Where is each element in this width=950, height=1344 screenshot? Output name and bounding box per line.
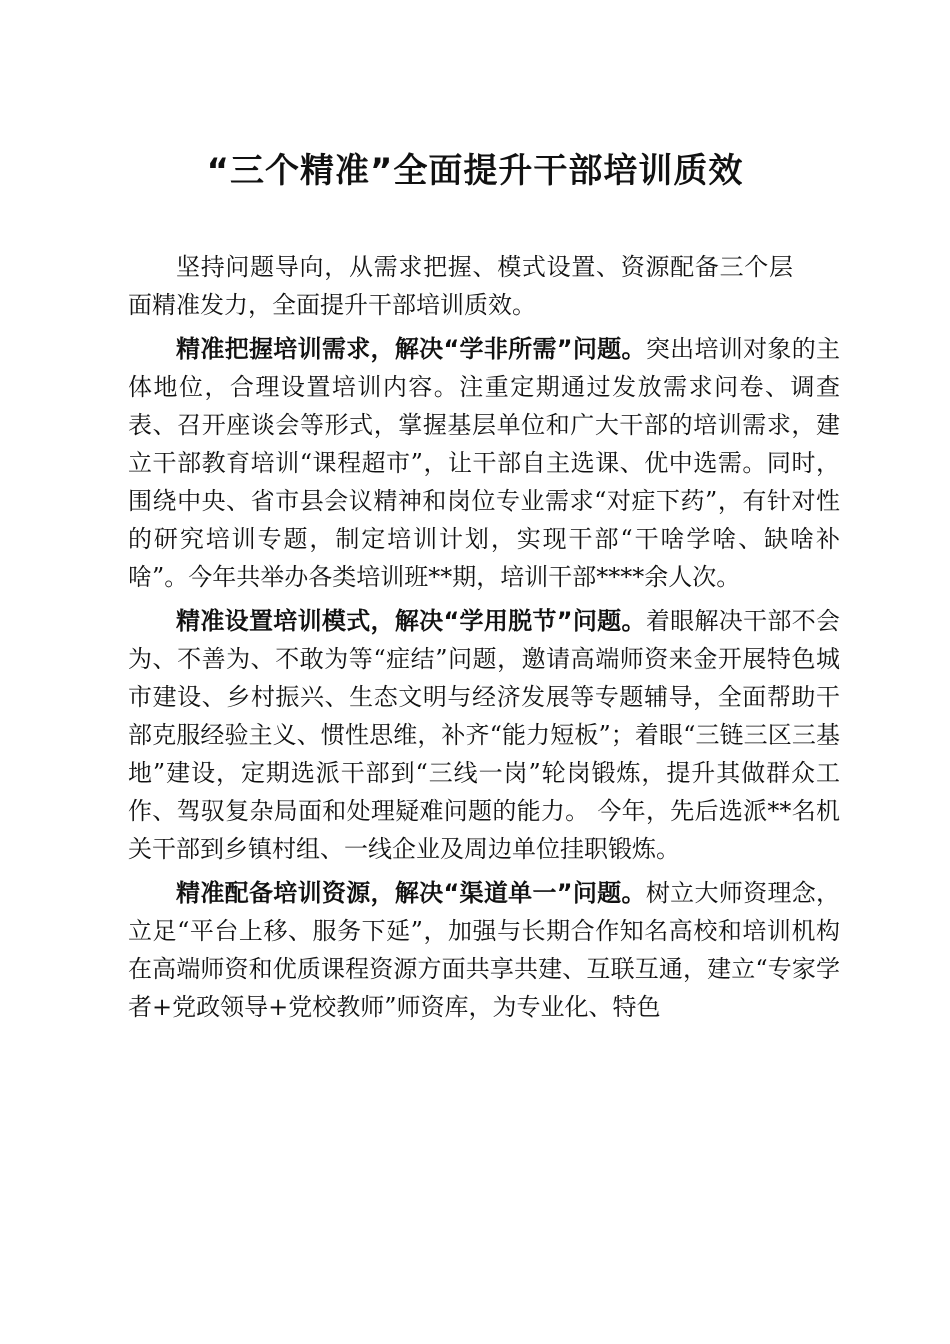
intro-paragraph: 坚持问题导向，从需求把握、模式设置、资源配备三个层面精准发力，全面提升干部培训质效。: [128, 253, 793, 319]
document-body: [128, 248, 840, 1032]
section-heading-demand: 精准把握培训需求，解决“学非所需”问题。: [176, 335, 646, 363]
section-text-demand: 突出培训对象的主体地位，合理设置培训内容。注重定期通过发放需求问卷、调查表、召开座谈会等形式，掌握基层单位和广大干部的培训需求，建立干部教育培训“课程超市”，让干部自主选课、优中选需。同时，围绕中央、省市县会议精神和岗位专业需求“对症下药”，有针对性的研究培训专题，制定培训计划，实现干部“干啥学啥、缺啥补啥”。今年共举办各类培训班**期，培训干部****余人次。: [128, 335, 841, 591]
section-text-resource: 树立大师资理念，立足“平台上移、服务下延”，加强与长期合作知名高校和培训机构在高端师资和优质课程资源方面共享共建、互联互通，建立“专家学者+党政领导+党校教师”师资库，为专业化、特色: [128, 879, 841, 1021]
section-paragraph-demand: [128, 330, 840, 596]
section-heading-mode: 精准设置培训模式，解决“学用脱节”问题。: [176, 607, 646, 635]
section-heading-resource: 精准配备培训资源，解决“渠道单一”问题。: [176, 879, 646, 907]
section-text-mode: 着眼解决干部不会为、不善为、不敢为等“症结”问题，邀请高端师资来金开展特色城市建设、乡村振兴、生态文明与经济发展等专题辅导，全面帮助干部克服经验主义、惯性思维，补齐“能力短板”；着眼“三链三区三基地”建设，定期选派干部到“三线一岗”轮岗锻炼，提升其做群众工作、驾驭复杂局面和处理疑难问题的能力。 今年，先后选派**名机关干部到乡镇村组、一线企业及周边单位挂职锻炼。: [128, 607, 841, 863]
section-paragraph-resource: [128, 874, 840, 1026]
document-title: “三个精准”全面提升干部培训质效: [206, 151, 744, 191]
section-paragraph-mode: [128, 602, 840, 868]
